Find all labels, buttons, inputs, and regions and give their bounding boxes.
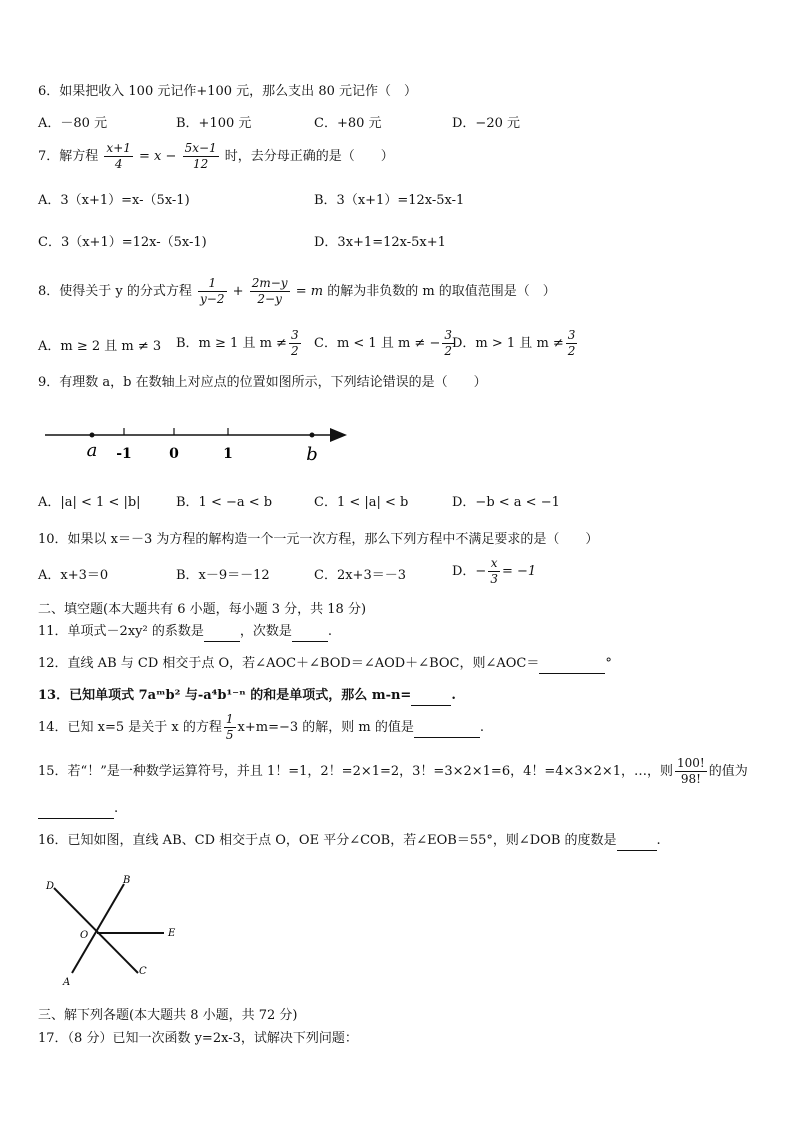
q7-suffix: 时，去分母正确的是（ ） [224, 149, 394, 164]
question-11: 11．单项式－2xy² 的系数是 ，次数是 . [38, 623, 332, 642]
section-3-heading: 三、解下列各题(本大题共 8 小题，共 72 分) [38, 1008, 298, 1023]
label-a: a [86, 440, 98, 461]
q14-fraction: $\frac{1}{5}$ [225, 712, 234, 742]
question-7 [38, 141, 394, 172]
question-13: 13．已知单项式 7aᵐb² 与-a⁴b¹⁻ⁿ 的和是单项式，那么 m-n= . [38, 687, 456, 706]
question-10: 10．如果以 x＝－3 为方程的解构造一个一元一次方程，那么下列方程中不满足要求的是（ ） [38, 532, 599, 547]
q8-fraction-1: $\frac{1}{y-2}$ [200, 276, 225, 306]
q10-option-c: C．2x+3＝－3 [314, 568, 406, 583]
q10-option-b: B．x－9＝－12 [176, 568, 270, 583]
label-one: 1 [223, 446, 233, 462]
q6-option-a: A．－80 元 [38, 116, 108, 131]
q7-mid: = x − [139, 149, 177, 164]
label-o: O [80, 930, 89, 941]
q11-blank-2[interactable] [292, 623, 328, 642]
question-12: 12．直线 AB 与 CD 相交于点 O，若∠AOC＋∠BOD＝∠AOD＋∠BOC，则∠AOC＝ ° [38, 655, 612, 674]
label-c: C [139, 966, 147, 977]
q10-option-d: D．− $\frac{x}{3}$ = −1 [452, 556, 537, 586]
intersecting-lines-figure [40, 870, 190, 990]
q8-option-c: C．m < 1 且 m ≠ − $\frac{3}{2}$ [314, 328, 452, 358]
question-17: 17．（8 分）已知一次函数 y=2x-3，试解决下列问题： [38, 1031, 358, 1046]
q8-option-b: B．m ≥ 1 且 m ≠ $\frac{3}{2}$ [176, 328, 299, 358]
q15-fraction: $\frac{100!}{98!}$ [677, 756, 705, 786]
line-ba [72, 884, 124, 973]
point-a [90, 433, 95, 438]
number-line-figure [40, 415, 360, 465]
question-9: 9．有理数 a，b 在数轴上对应点的位置如图所示，下列结论错误的是（ ） [38, 375, 487, 390]
q9-option-a: A．|a| < 1 < |b| [38, 495, 141, 510]
label-b: B [123, 875, 131, 886]
q7-option-d: D．3x+1=12x-5x+1 [314, 235, 446, 250]
q8-option-a: A．m ≥ 2 且 m ≠ 3 [38, 339, 162, 354]
q9-option-b: B．1 < −a < b [176, 495, 273, 510]
q13-blank[interactable] [411, 687, 451, 706]
label-zero: 0 [169, 446, 179, 462]
q14-blank[interactable] [414, 719, 480, 738]
question-6: 6．如果把收入 100 元记作+100 元，那么支出 80 元记作（ ） [38, 84, 417, 99]
q7-fraction-2: $\frac{5x-1}{12}$ [184, 141, 217, 171]
q11-blank-1[interactable] [204, 623, 240, 642]
q16-blank[interactable] [617, 832, 657, 851]
q8-fraction-2: $\frac{2m-y}{2-y}$ [251, 276, 288, 306]
q15-blank[interactable] [38, 800, 114, 819]
q8-plus: + [232, 284, 244, 299]
q7-fraction-1: $\frac{x+1}{4}$ [106, 141, 131, 171]
question-14: 14．已知 x=5 是关于 x 的方程 $\frac{1}{5}$ x+m=−3 的解，则 m 的值是 . [38, 712, 485, 742]
number-line-arrow [330, 428, 347, 442]
q7-option-a: A．3（x+1）=x-（5x-1) [38, 193, 190, 208]
q8-suffix: 的解为非负数的 m 的取值范围是（ ） [327, 284, 556, 299]
q7-option-c: C．3（x+1）=12x-（5x-1) [38, 235, 207, 250]
q8-option-d: D．m > 1 且 m ≠ $\frac{3}{2}$ [452, 328, 576, 358]
question-15: 15．若“！”是一种数学运算符号，并且 1！=1，2！=2×1=2，3！=3×2×1=6，4！=4×3×2×1，…，则 $\frac{100!}{98!}$ 的值为 [38, 756, 748, 786]
point-b [310, 433, 315, 438]
label-b: b [306, 444, 318, 465]
q8-eq: = m [295, 284, 324, 299]
q6-option-b: B．+100 元 [176, 116, 252, 131]
q9-option-d: D．−b < a < −1 [452, 495, 560, 510]
label-e: E [168, 928, 176, 939]
q9-option-c: C．1 < |a| < b [314, 495, 409, 510]
section-2-heading: 二、填空题(本大题共有 6 小题，每小题 3 分，共 18 分) [38, 602, 367, 617]
q7-prefix: 7．解方程 [38, 149, 99, 164]
q12-blank[interactable] [539, 655, 605, 674]
q7-option-b: B．3（x+1）=12x-5x-1 [314, 193, 465, 208]
question-8 [38, 276, 556, 307]
q10-option-a: A．x+3＝0 [38, 568, 109, 583]
q6-option-c: C．+80 元 [314, 116, 382, 131]
label-d: D [46, 881, 55, 892]
question-15-cont: . [38, 800, 118, 819]
q8-prefix: 8．使得关于 y 的分式方程 [38, 284, 192, 299]
label-minus-one: -1 [116, 446, 132, 462]
question-16: 16．已知如图，直线 AB、CD 相交于点 O，OE 平分∠COB，若∠EOB＝55°，则∠DOB 的度数是 . [38, 832, 661, 851]
label-a: A [63, 977, 71, 988]
q6-option-d: D．−20 元 [452, 116, 520, 131]
